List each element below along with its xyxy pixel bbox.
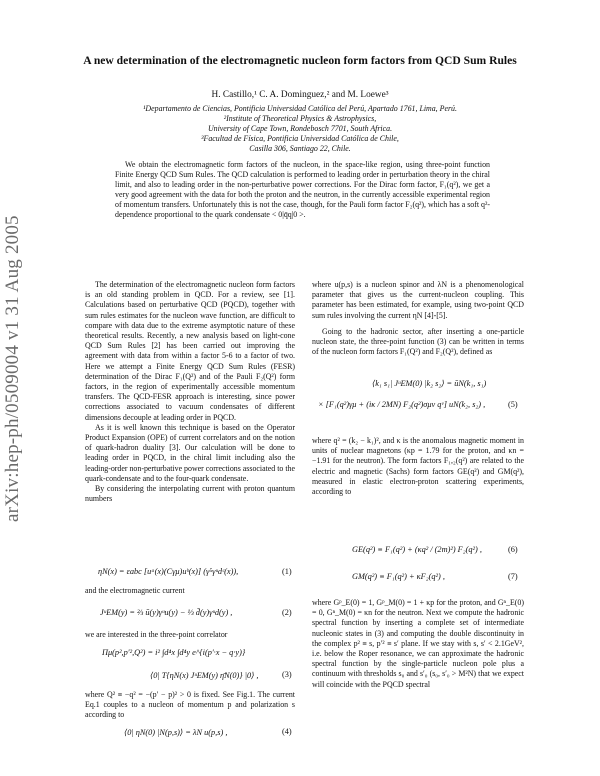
em-current-intro: and the electromagnetic current xyxy=(85,586,185,595)
affiliation-2: ²Institute of Theoretical Physics & Astrophysics, xyxy=(223,114,377,123)
correlator-text xyxy=(85,630,295,640)
affiliation-2b: University of Cape Town, Rondebosch 7701, South Africa. xyxy=(207,124,393,133)
momentum-text xyxy=(85,690,295,721)
equation-7-number: (7) xyxy=(508,572,518,581)
equation-3-number: (3) xyxy=(282,670,292,679)
momentum-paragraph: where Q² ≡ −q² = −(p′ − p)² > 0 is fixed. See Fig.1. The current Eq.1 couples to a nucleon of momentum p and polarization s according to xyxy=(85,690,295,720)
affiliation-3b: Casilla 306, Santiago 22, Chile. xyxy=(249,144,351,153)
equation-6-number: (6) xyxy=(508,545,518,554)
right-column xyxy=(312,280,524,357)
equation-5-line-2: × [F₁(q²)γμ + (iκ / 2MN) F₂(q²)σμν qᵛ] uN(k₂, s₂) , xyxy=(318,400,486,409)
equation-3-line-1: Πμ(p²,p′²,Q²) = i² ∫d⁴x ∫d⁴y e^{i(p′·x − q·y)} xyxy=(102,648,246,657)
equation-6: GE(q²) ≡ F₁(q²) + (κq² / (2m)²) F₂(q²) , xyxy=(352,545,482,554)
equation-4-number: (4) xyxy=(282,727,292,736)
equation-2: JᵘEM(y) = ⅔ ū(y)γᵘu(y) − ⅓ d̄(y)γᵘd(y) , xyxy=(100,608,233,617)
spectral-paragraph: where Gᵖ_E(0) = 1, Gᵖ_M(0) = 1 + κp for the proton, and Gⁿ_E(0) = 0, Gⁿ_M(0) = κn for the neutron. Next we compute the hadronic spectral function by inserting a complete set of intermediate nucleonic states in (3) and computing the double discontinuity in the complex p² ≡ s, p′² ≡ s′ plane. If we stay with s, s′ < 2.1GeV², i.e. below the Roper resonance, we can approximate the hadronic spectral function by the single-particle nucleon pole plus a continuum with thresholds s₀ and s′₀ (s₀, s′₀ > M²N) that we expect will coincide with the PQCD spectral xyxy=(312,598,524,689)
form-factor-text xyxy=(312,436,524,497)
affiliation-3: ³Facultad de Física, Pontificia Universidad Católica de Chile, xyxy=(201,134,399,143)
equation-1-number: (1) xyxy=(282,567,292,576)
hadronic-paragraph: Going to the hadronic sector, after inserting a one-particle nucleon state, the three-point function (3) can be written in terms of the nucleon form factors F₁(Q²) and F₂(Q²), defined as xyxy=(312,326,524,357)
equation-5-line-1: ⟨k₁ s₁| JᵘEM(0) |k₂ s₂⟩ = ūN(k₁, s₁) xyxy=(372,379,487,388)
correlator-intro: we are interested in the three-point correlator xyxy=(85,630,228,639)
equation-2-number: (2) xyxy=(282,608,292,617)
equation-7: GM(q²) ≡ F₁(q²) + κF₂(q²) , xyxy=(352,572,445,581)
left-column xyxy=(85,280,295,504)
em-current-text xyxy=(85,586,295,596)
author-list: H. Castillo,¹ C. A. Dominguez,² and M. Loewe³ xyxy=(211,90,389,100)
paper-title: A new determination of the electromagnetic nucleon form factors from QCD Sum Rules xyxy=(83,54,517,67)
current-paragraph: By considering the interpolating current with proton quantum numbers xyxy=(85,484,295,504)
intro-paragraph: The determination of the electromagnetic nucleon form factors is an old standing problem in QCD. For a review, see [1]. Calculations based on perturbative QCD (PQCD), together with sum rules estimates for the nucleon wave function, are difficult to compare with data due to the extreme asymptotic nature of these theoretical results. Recently, a new analysis based on light-cone QCD Sum Rules [2] has been carried out improving the agreement with data from within a factor 5-6 to a factor of two. Here we attempt a Finite Energy QCD Sum Rules (FESR) determination of the Dirac F₁(Q²) and of the Pauli F₂(Q²) form factors, in the region of experimentally accessible momentum transfers. The QCD-FESR approach is interesting, since power corrections associated to vacuum condensates of different dimensions decouple at leading order in PQCD. xyxy=(85,280,295,422)
affiliation-1: ¹Departamento de Ciencias, Pontificia Universidad Católica del Perú, Apartado 1761, Lima, Perú. xyxy=(143,104,457,113)
equation-4: ⟨0| ηN(0) |N(p,s)⟩ = λN u(p,s) , xyxy=(124,728,228,737)
abstract: We obtain the electromagnetic form factors of the nucleon, in the space-like region, using three-point function Finite Energy QCD Sum Rules. The QCD calculation is performed to leading order in perturbation theory in the chiral limit, and also to leading order in the non-perturbative power corrections. For the Dirac form factor, F₁(q²), we get a very good agreement with the data for both the proton and the neutron, in the currently accessible experimental region of momentum transfers. Unfortunately this is not the case, though, for the Pauli form factor F₂(q²), which has a soft q²-dependence proportional to the quark condensate < 0|q̄q|0 >. xyxy=(115,160,490,220)
ope-paragraph: As it is well known this technique is based on the Operator Product Expansion (OPE) of current correlators and on the notion of quark-hadron duality [3]. Our calculation will be done to leading order in PQCD, in the chiral limit including also the leading-order non-perturbative power corrections associated to the quark-condensate and to the four-quark condensate. xyxy=(85,422,295,483)
form-factor-paragraph: where q² = (k₂ − k₁)², and κ is the anomalous magnetic moment in units of nuclear magnetons (κp = 1.79 for the proton, and κn = −1.91 for the neutron). The form factors F₁,₂(q²) are related to the electric and magnetic (Sachs) form factors GE(q²) and GM(q²), measured in elastic electron-proton scattering experiments, according to xyxy=(312,436,524,497)
spectral-text xyxy=(312,598,524,690)
arxiv-side-label: arXiv:hep-ph/0509004 v1 31 Aug 2005 xyxy=(2,215,23,522)
equation-1: ηN(x) = εabc [uᵃ(x)(Cγμ)uᵇ(x)] (γ⁵γᵘdᶜ(x)), xyxy=(98,567,239,576)
spinor-paragraph: where u(p,s) is a nucleon spinor and λN is a phenomenological parameter that gives us the current-nucleon coupling. This parameter has been estimated, for example, using two-point QCD sum rules involving the current ηN [4]-[5]. xyxy=(312,280,524,320)
equation-3-line-2: ⟨0| T{ηN(x) JᵘEM(y) η̄N(0)} |0⟩ , xyxy=(150,671,259,680)
equation-5-number: (5) xyxy=(508,400,518,409)
